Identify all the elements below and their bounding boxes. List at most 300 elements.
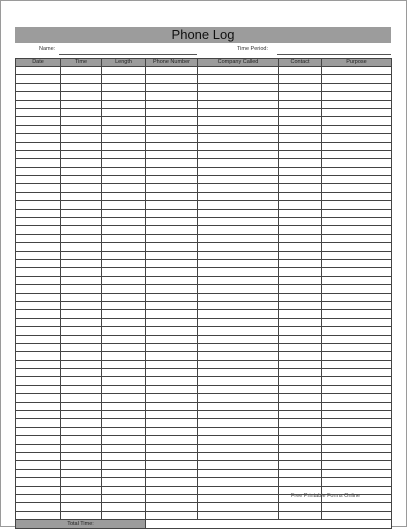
contact-cell[interactable] <box>279 201 322 209</box>
company-called-cell[interactable] <box>198 167 279 175</box>
date-cell[interactable] <box>16 503 61 511</box>
length-cell[interactable] <box>102 327 146 335</box>
phone-number-cell[interactable] <box>146 335 198 343</box>
contact-cell[interactable] <box>279 427 322 435</box>
time-cell[interactable] <box>61 461 102 469</box>
date-cell[interactable] <box>16 234 61 242</box>
company-called-cell[interactable] <box>198 100 279 108</box>
date-cell[interactable] <box>16 192 61 200</box>
purpose-cell[interactable] <box>322 134 392 142</box>
time-cell[interactable] <box>61 436 102 444</box>
length-cell[interactable] <box>102 427 146 435</box>
purpose-cell[interactable] <box>322 352 392 360</box>
phone-number-cell[interactable] <box>146 469 198 477</box>
contact-cell[interactable] <box>279 167 322 175</box>
phone-number-cell[interactable] <box>146 226 198 234</box>
company-called-cell[interactable] <box>198 108 279 116</box>
time-cell[interactable] <box>61 285 102 293</box>
total-time-value[interactable] <box>146 520 392 529</box>
purpose-cell[interactable] <box>322 276 392 284</box>
date-cell[interactable] <box>16 394 61 402</box>
contact-cell[interactable] <box>279 268 322 276</box>
contact-cell[interactable] <box>279 503 322 511</box>
date-cell[interactable] <box>16 318 61 326</box>
purpose-cell[interactable] <box>322 75 392 83</box>
purpose-cell[interactable] <box>322 142 392 150</box>
company-called-cell[interactable] <box>198 159 279 167</box>
company-called-cell[interactable] <box>198 394 279 402</box>
date-cell[interactable] <box>16 511 61 519</box>
time-cell[interactable] <box>61 377 102 385</box>
time-cell[interactable] <box>61 360 102 368</box>
contact-cell[interactable] <box>279 360 322 368</box>
purpose-cell[interactable] <box>322 176 392 184</box>
time-cell[interactable] <box>61 251 102 259</box>
length-cell[interactable] <box>102 234 146 242</box>
date-cell[interactable] <box>16 352 61 360</box>
length-cell[interactable] <box>102 478 146 486</box>
purpose-cell[interactable] <box>322 226 392 234</box>
contact-cell[interactable] <box>279 92 322 100</box>
time-cell[interactable] <box>61 234 102 242</box>
length-cell[interactable] <box>102 108 146 116</box>
company-called-cell[interactable] <box>198 511 279 519</box>
length-cell[interactable] <box>102 469 146 477</box>
time-cell[interactable] <box>61 192 102 200</box>
time-cell[interactable] <box>61 402 102 410</box>
length-cell[interactable] <box>102 268 146 276</box>
length-cell[interactable] <box>102 192 146 200</box>
phone-number-cell[interactable] <box>146 150 198 158</box>
length-cell[interactable] <box>102 369 146 377</box>
contact-cell[interactable] <box>279 276 322 284</box>
time-cell[interactable] <box>61 100 102 108</box>
contact-cell[interactable] <box>279 150 322 158</box>
contact-cell[interactable] <box>279 117 322 125</box>
contact-cell[interactable] <box>279 100 322 108</box>
contact-cell[interactable] <box>279 478 322 486</box>
purpose-cell[interactable] <box>322 268 392 276</box>
purpose-cell[interactable] <box>322 402 392 410</box>
phone-number-cell[interactable] <box>146 444 198 452</box>
company-called-cell[interactable] <box>198 352 279 360</box>
time-cell[interactable] <box>61 511 102 519</box>
time-cell[interactable] <box>61 327 102 335</box>
company-called-cell[interactable] <box>198 343 279 351</box>
purpose-cell[interactable] <box>322 251 392 259</box>
purpose-cell[interactable] <box>322 243 392 251</box>
company-called-cell[interactable] <box>198 75 279 83</box>
contact-cell[interactable] <box>279 394 322 402</box>
company-called-cell[interactable] <box>198 318 279 326</box>
company-called-cell[interactable] <box>198 201 279 209</box>
length-cell[interactable] <box>102 343 146 351</box>
company-called-cell[interactable] <box>198 192 279 200</box>
date-cell[interactable] <box>16 159 61 167</box>
length-cell[interactable] <box>102 461 146 469</box>
length-cell[interactable] <box>102 444 146 452</box>
length-cell[interactable] <box>102 209 146 217</box>
time-cell[interactable] <box>61 385 102 393</box>
contact-cell[interactable] <box>279 310 322 318</box>
length-cell[interactable] <box>102 83 146 91</box>
contact-cell[interactable] <box>279 335 322 343</box>
time-cell[interactable] <box>61 67 102 75</box>
phone-number-cell[interactable] <box>146 67 198 75</box>
contact-cell[interactable] <box>279 301 322 309</box>
date-cell[interactable] <box>16 327 61 335</box>
company-called-cell[interactable] <box>198 243 279 251</box>
time-cell[interactable] <box>61 226 102 234</box>
time-cell[interactable] <box>61 411 102 419</box>
phone-number-cell[interactable] <box>146 201 198 209</box>
contact-cell[interactable] <box>279 251 322 259</box>
length-cell[interactable] <box>102 117 146 125</box>
date-cell[interactable] <box>16 226 61 234</box>
length-cell[interactable] <box>102 402 146 410</box>
contact-cell[interactable] <box>279 108 322 116</box>
purpose-cell[interactable] <box>322 343 392 351</box>
length-cell[interactable] <box>102 494 146 502</box>
date-cell[interactable] <box>16 293 61 301</box>
time-cell[interactable] <box>61 478 102 486</box>
contact-cell[interactable] <box>279 436 322 444</box>
phone-number-cell[interactable] <box>146 486 198 494</box>
phone-number-cell[interactable] <box>146 268 198 276</box>
date-cell[interactable] <box>16 125 61 133</box>
company-called-cell[interactable] <box>198 67 279 75</box>
contact-cell[interactable] <box>279 285 322 293</box>
phone-number-cell[interactable] <box>146 259 198 267</box>
date-cell[interactable] <box>16 108 61 116</box>
length-cell[interactable] <box>102 293 146 301</box>
length-cell[interactable] <box>102 436 146 444</box>
company-called-cell[interactable] <box>198 452 279 460</box>
contact-cell[interactable] <box>279 452 322 460</box>
time-cell[interactable] <box>61 452 102 460</box>
contact-cell[interactable] <box>279 461 322 469</box>
contact-cell[interactable] <box>279 511 322 519</box>
date-cell[interactable] <box>16 268 61 276</box>
purpose-cell[interactable] <box>322 125 392 133</box>
length-cell[interactable] <box>102 285 146 293</box>
date-cell[interactable] <box>16 75 61 83</box>
purpose-cell[interactable] <box>322 427 392 435</box>
length-cell[interactable] <box>102 251 146 259</box>
purpose-cell[interactable] <box>322 92 392 100</box>
time-cell[interactable] <box>61 343 102 351</box>
purpose-cell[interactable] <box>322 310 392 318</box>
length-cell[interactable] <box>102 360 146 368</box>
purpose-cell[interactable] <box>322 419 392 427</box>
date-cell[interactable] <box>16 369 61 377</box>
company-called-cell[interactable] <box>198 327 279 335</box>
time-cell[interactable] <box>61 117 102 125</box>
phone-number-cell[interactable] <box>146 436 198 444</box>
length-cell[interactable] <box>102 176 146 184</box>
time-cell[interactable] <box>61 134 102 142</box>
company-called-cell[interactable] <box>198 494 279 502</box>
length-cell[interactable] <box>102 259 146 267</box>
purpose-cell[interactable] <box>322 318 392 326</box>
time-cell[interactable] <box>61 444 102 452</box>
purpose-cell[interactable] <box>322 394 392 402</box>
time-cell[interactable] <box>61 503 102 511</box>
date-cell[interactable] <box>16 419 61 427</box>
phone-number-cell[interactable] <box>146 134 198 142</box>
purpose-cell[interactable] <box>322 327 392 335</box>
time-cell[interactable] <box>61 108 102 116</box>
date-cell[interactable] <box>16 251 61 259</box>
date-cell[interactable] <box>16 310 61 318</box>
company-called-cell[interactable] <box>198 369 279 377</box>
time-cell[interactable] <box>61 318 102 326</box>
company-called-cell[interactable] <box>198 184 279 192</box>
length-cell[interactable] <box>102 352 146 360</box>
company-called-cell[interactable] <box>198 142 279 150</box>
date-cell[interactable] <box>16 184 61 192</box>
date-cell[interactable] <box>16 209 61 217</box>
company-called-cell[interactable] <box>198 486 279 494</box>
purpose-cell[interactable] <box>322 452 392 460</box>
contact-cell[interactable] <box>279 318 322 326</box>
purpose-cell[interactable] <box>322 436 392 444</box>
time-cell[interactable] <box>61 419 102 427</box>
phone-number-cell[interactable] <box>146 360 198 368</box>
date-cell[interactable] <box>16 167 61 175</box>
contact-cell[interactable] <box>279 226 322 234</box>
company-called-cell[interactable] <box>198 176 279 184</box>
company-called-cell[interactable] <box>198 411 279 419</box>
company-called-cell[interactable] <box>198 117 279 125</box>
length-cell[interactable] <box>102 201 146 209</box>
phone-number-cell[interactable] <box>146 377 198 385</box>
contact-cell[interactable] <box>279 209 322 217</box>
time-cell[interactable] <box>61 184 102 192</box>
phone-number-cell[interactable] <box>146 394 198 402</box>
date-cell[interactable] <box>16 243 61 251</box>
phone-number-cell[interactable] <box>146 427 198 435</box>
purpose-cell[interactable] <box>322 511 392 519</box>
date-cell[interactable] <box>16 360 61 368</box>
purpose-cell[interactable] <box>322 67 392 75</box>
contact-cell[interactable] <box>279 411 322 419</box>
purpose-cell[interactable] <box>322 503 392 511</box>
length-cell[interactable] <box>102 150 146 158</box>
length-cell[interactable] <box>102 67 146 75</box>
phone-number-cell[interactable] <box>146 385 198 393</box>
date-cell[interactable] <box>16 461 61 469</box>
date-cell[interactable] <box>16 92 61 100</box>
date-cell[interactable] <box>16 83 61 91</box>
time-cell[interactable] <box>61 159 102 167</box>
date-cell[interactable] <box>16 402 61 410</box>
length-cell[interactable] <box>102 218 146 226</box>
time-period-field[interactable] <box>277 54 391 55</box>
contact-cell[interactable] <box>279 67 322 75</box>
contact-cell[interactable] <box>279 142 322 150</box>
purpose-cell[interactable] <box>322 150 392 158</box>
length-cell[interactable] <box>102 419 146 427</box>
contact-cell[interactable] <box>279 184 322 192</box>
time-cell[interactable] <box>61 125 102 133</box>
length-cell[interactable] <box>102 100 146 108</box>
contact-cell[interactable] <box>279 419 322 427</box>
company-called-cell[interactable] <box>198 360 279 368</box>
purpose-cell[interactable] <box>322 301 392 309</box>
date-cell[interactable] <box>16 411 61 419</box>
purpose-cell[interactable] <box>322 184 392 192</box>
company-called-cell[interactable] <box>198 134 279 142</box>
time-cell[interactable] <box>61 369 102 377</box>
time-cell[interactable] <box>61 427 102 435</box>
phone-number-cell[interactable] <box>146 276 198 284</box>
phone-number-cell[interactable] <box>146 209 198 217</box>
time-cell[interactable] <box>61 176 102 184</box>
contact-cell[interactable] <box>279 352 322 360</box>
purpose-cell[interactable] <box>322 385 392 393</box>
purpose-cell[interactable] <box>322 285 392 293</box>
phone-number-cell[interactable] <box>146 293 198 301</box>
date-cell[interactable] <box>16 436 61 444</box>
length-cell[interactable] <box>102 318 146 326</box>
length-cell[interactable] <box>102 184 146 192</box>
contact-cell[interactable] <box>279 125 322 133</box>
time-cell[interactable] <box>61 310 102 318</box>
purpose-cell[interactable] <box>322 83 392 91</box>
length-cell[interactable] <box>102 167 146 175</box>
length-cell[interactable] <box>102 276 146 284</box>
company-called-cell[interactable] <box>198 310 279 318</box>
company-called-cell[interactable] <box>198 234 279 242</box>
company-called-cell[interactable] <box>198 419 279 427</box>
length-cell[interactable] <box>102 377 146 385</box>
company-called-cell[interactable] <box>198 259 279 267</box>
length-cell[interactable] <box>102 75 146 83</box>
contact-cell[interactable] <box>279 176 322 184</box>
date-cell[interactable] <box>16 176 61 184</box>
company-called-cell[interactable] <box>198 478 279 486</box>
phone-number-cell[interactable] <box>146 301 198 309</box>
date-cell[interactable] <box>16 486 61 494</box>
purpose-cell[interactable] <box>322 192 392 200</box>
purpose-cell[interactable] <box>322 108 392 116</box>
phone-number-cell[interactable] <box>146 419 198 427</box>
length-cell[interactable] <box>102 511 146 519</box>
company-called-cell[interactable] <box>198 469 279 477</box>
contact-cell[interactable] <box>279 259 322 267</box>
phone-number-cell[interactable] <box>146 159 198 167</box>
purpose-cell[interactable] <box>322 117 392 125</box>
date-cell[interactable] <box>16 100 61 108</box>
company-called-cell[interactable] <box>198 150 279 158</box>
name-field[interactable] <box>59 54 197 55</box>
phone-number-cell[interactable] <box>146 83 198 91</box>
company-called-cell[interactable] <box>198 92 279 100</box>
date-cell[interactable] <box>16 150 61 158</box>
phone-number-cell[interactable] <box>146 503 198 511</box>
date-cell[interactable] <box>16 452 61 460</box>
contact-cell[interactable] <box>279 83 322 91</box>
time-cell[interactable] <box>61 243 102 251</box>
date-cell[interactable] <box>16 117 61 125</box>
date-cell[interactable] <box>16 494 61 502</box>
phone-number-cell[interactable] <box>146 167 198 175</box>
company-called-cell[interactable] <box>198 402 279 410</box>
purpose-cell[interactable] <box>322 377 392 385</box>
length-cell[interactable] <box>102 142 146 150</box>
phone-number-cell[interactable] <box>146 369 198 377</box>
purpose-cell[interactable] <box>322 478 392 486</box>
contact-cell[interactable] <box>279 343 322 351</box>
phone-number-cell[interactable] <box>146 125 198 133</box>
date-cell[interactable] <box>16 343 61 351</box>
length-cell[interactable] <box>102 385 146 393</box>
time-cell[interactable] <box>61 301 102 309</box>
date-cell[interactable] <box>16 67 61 75</box>
time-cell[interactable] <box>61 259 102 267</box>
company-called-cell[interactable] <box>198 218 279 226</box>
time-cell[interactable] <box>61 142 102 150</box>
purpose-cell[interactable] <box>322 100 392 108</box>
length-cell[interactable] <box>102 159 146 167</box>
purpose-cell[interactable] <box>322 444 392 452</box>
date-cell[interactable] <box>16 469 61 477</box>
date-cell[interactable] <box>16 276 61 284</box>
length-cell[interactable] <box>102 411 146 419</box>
phone-number-cell[interactable] <box>146 318 198 326</box>
length-cell[interactable] <box>102 243 146 251</box>
length-cell[interactable] <box>102 452 146 460</box>
date-cell[interactable] <box>16 301 61 309</box>
purpose-cell[interactable] <box>322 461 392 469</box>
phone-number-cell[interactable] <box>146 327 198 335</box>
time-cell[interactable] <box>61 276 102 284</box>
company-called-cell[interactable] <box>198 301 279 309</box>
company-called-cell[interactable] <box>198 436 279 444</box>
phone-number-cell[interactable] <box>146 117 198 125</box>
contact-cell[interactable] <box>279 327 322 335</box>
time-cell[interactable] <box>61 352 102 360</box>
purpose-cell[interactable] <box>322 159 392 167</box>
phone-number-cell[interactable] <box>146 411 198 419</box>
phone-number-cell[interactable] <box>146 478 198 486</box>
purpose-cell[interactable] <box>322 167 392 175</box>
time-cell[interactable] <box>61 150 102 158</box>
phone-number-cell[interactable] <box>146 100 198 108</box>
phone-number-cell[interactable] <box>146 402 198 410</box>
contact-cell[interactable] <box>279 243 322 251</box>
length-cell[interactable] <box>102 503 146 511</box>
time-cell[interactable] <box>61 92 102 100</box>
contact-cell[interactable] <box>279 218 322 226</box>
purpose-cell[interactable] <box>322 411 392 419</box>
date-cell[interactable] <box>16 377 61 385</box>
phone-number-cell[interactable] <box>146 310 198 318</box>
contact-cell[interactable] <box>279 234 322 242</box>
phone-number-cell[interactable] <box>146 285 198 293</box>
company-called-cell[interactable] <box>198 83 279 91</box>
phone-number-cell[interactable] <box>146 243 198 251</box>
purpose-cell[interactable] <box>322 360 392 368</box>
company-called-cell[interactable] <box>198 125 279 133</box>
company-called-cell[interactable] <box>198 293 279 301</box>
phone-number-cell[interactable] <box>146 511 198 519</box>
contact-cell[interactable] <box>279 192 322 200</box>
date-cell[interactable] <box>16 285 61 293</box>
phone-number-cell[interactable] <box>146 452 198 460</box>
contact-cell[interactable] <box>279 75 322 83</box>
